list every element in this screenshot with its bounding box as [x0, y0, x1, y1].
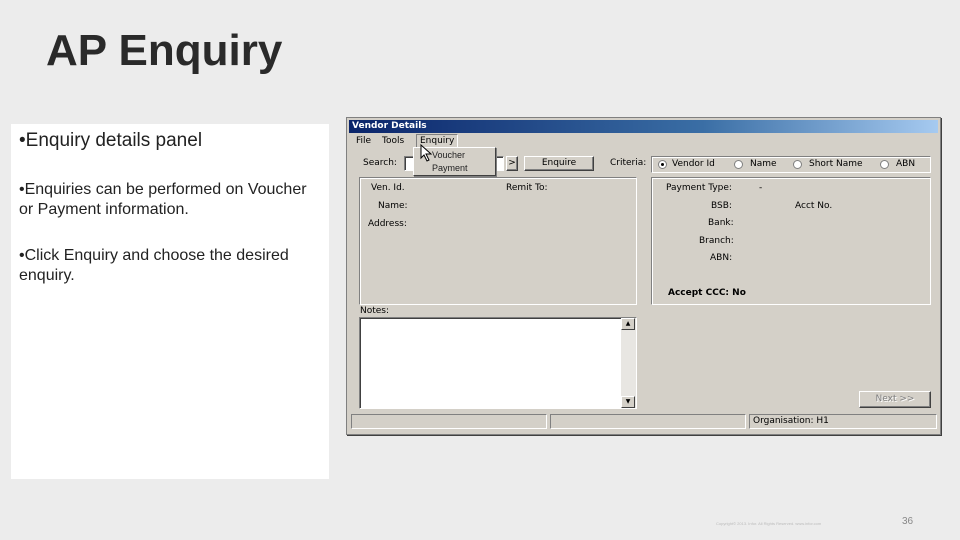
vendor-info-group	[359, 177, 637, 305]
ven-id-label: Ven. Id.	[371, 183, 405, 193]
menu-tools[interactable]: Tools	[382, 136, 405, 146]
radio-short-name-label: Short Name	[809, 159, 863, 169]
radio-name-label: Name	[750, 159, 777, 169]
scroll-up-button[interactable]: ▲	[621, 318, 635, 330]
radio-vendor-id[interactable]	[658, 160, 667, 169]
status-cell-2	[550, 414, 746, 429]
menu-file[interactable]: File	[356, 136, 372, 146]
mouse-pointer-icon	[420, 144, 434, 162]
menu-enquiry[interactable]: Enquiry	[416, 134, 458, 148]
go-button[interactable]: >	[506, 156, 518, 171]
bsb-label: BSB:	[711, 201, 732, 211]
status-organisation: Organisation: H1	[749, 414, 937, 429]
payment-type-value: -	[759, 183, 763, 193]
next-button[interactable]: Next >>	[859, 391, 931, 408]
name-label: Name:	[378, 201, 408, 211]
notes-textarea[interactable]	[359, 317, 637, 409]
payment-info-group	[651, 177, 931, 305]
search-label: Search:	[363, 158, 397, 168]
scroll-down-button[interactable]: ▼	[621, 396, 635, 408]
window-titlebar[interactable]	[349, 120, 938, 133]
window-title: Vendor Details	[352, 121, 427, 131]
criteria-group	[651, 156, 931, 173]
bullet-enquiry-panel: •Enquiry details panel	[19, 130, 203, 151]
bullet-voucher-payment: •Enquiries can be performed on Voucher or Payment information.	[19, 181, 307, 218]
radio-abn[interactable]	[880, 160, 889, 169]
payment-type-label: Payment Type:	[666, 183, 732, 193]
menubar	[349, 134, 938, 148]
bank-label: Bank:	[708, 218, 734, 228]
dropdown-item-voucher[interactable]: Voucher	[432, 150, 466, 160]
page-number: 36	[902, 516, 914, 527]
radio-name[interactable]	[734, 160, 743, 169]
bullet-click-enquiry: •Click Enquiry and choose the desired enquiry.	[19, 247, 289, 284]
dropdown-item-payment[interactable]: Payment	[432, 163, 468, 173]
notes-scrollbar[interactable]	[621, 318, 636, 408]
criteria-label: Criteria:	[610, 158, 647, 168]
remit-to-label: Remit To:	[506, 183, 548, 193]
branch-label: Branch:	[699, 236, 734, 246]
accept-ccc-label: Accept CCC: No	[668, 288, 746, 298]
radio-abn-label: ABN	[896, 159, 916, 169]
notes-label: Notes:	[360, 306, 390, 316]
status-cell-1	[351, 414, 547, 429]
radio-short-name[interactable]	[793, 160, 802, 169]
enquire-button[interactable]: Enquire	[524, 156, 594, 171]
radio-vendor-id-label: Vendor Id	[672, 159, 715, 169]
copyright-text: Copyright© 2013. Infor. All Rights Reserved. www.infor.com	[716, 521, 822, 526]
slide-title: AP Enquiry	[46, 26, 283, 75]
abn-label: ABN:	[710, 253, 733, 263]
bullet-panel	[11, 124, 329, 479]
address-label: Address:	[368, 219, 407, 229]
acct-no-label: Acct No.	[795, 201, 833, 211]
